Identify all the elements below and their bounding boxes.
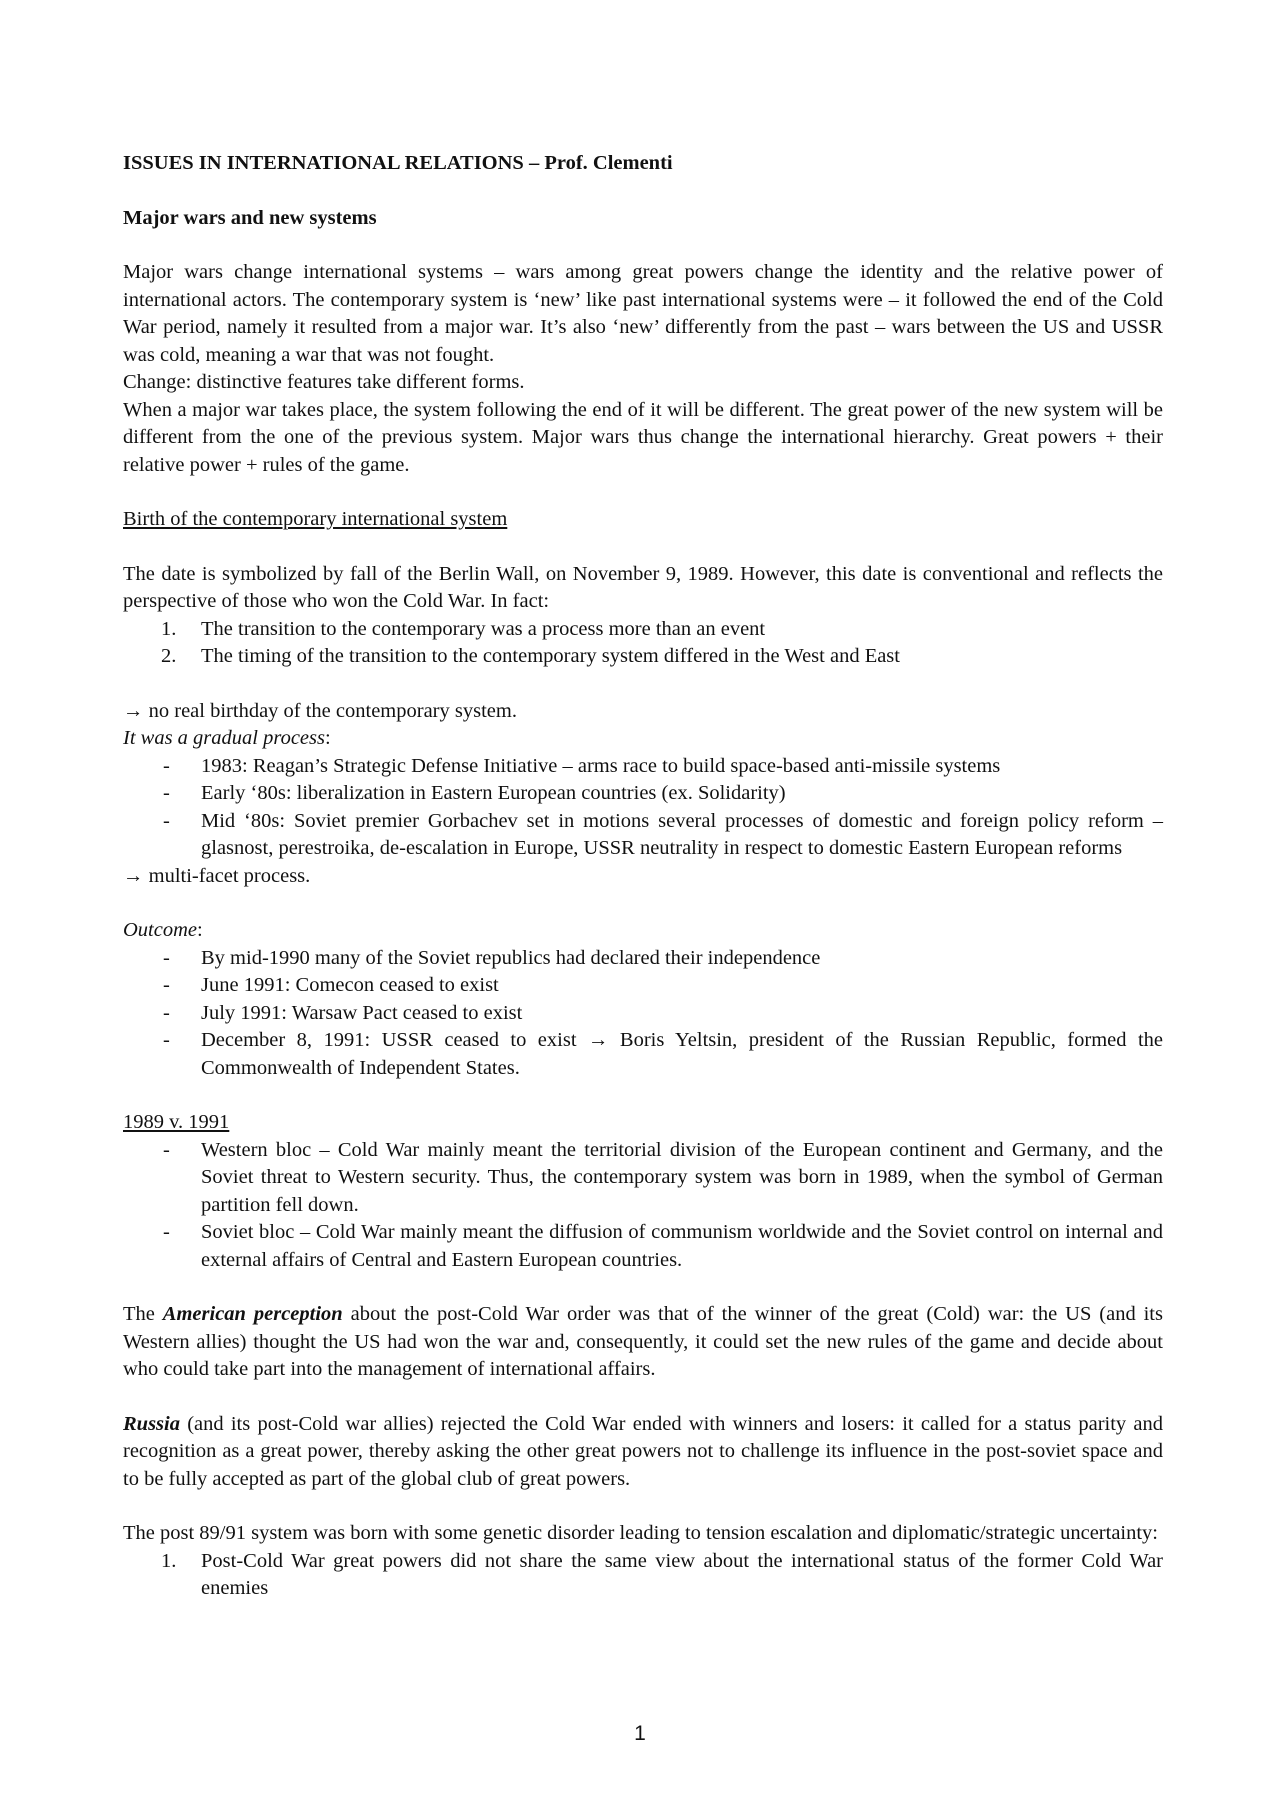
list-marker: - bbox=[163, 782, 170, 804]
gradual-section bbox=[123, 725, 1163, 890]
list-marker: - bbox=[163, 809, 170, 832]
section-title: Major wars and new systems bbox=[123, 206, 377, 229]
list-item bbox=[123, 972, 1163, 1000]
list-item-text: 1983: Reagan’s Strategic Defense Initiative – arms race to build space-based anti-missile systems bbox=[201, 754, 1001, 777]
list-marker: - bbox=[163, 1029, 170, 1051]
list-item bbox=[123, 1000, 1163, 1028]
list-marker: 1. bbox=[161, 1549, 177, 1572]
russia-paragraph bbox=[123, 1411, 1163, 1494]
american-prefix: The bbox=[123, 1303, 163, 1325]
list-item-text: The transition to the contemporary was a process more than an event bbox=[201, 617, 766, 640]
list-item bbox=[123, 1027, 1163, 1082]
post-list bbox=[123, 1548, 1163, 1603]
list-item-text: The timing of the transition to the contemporary system differed in the West and East bbox=[201, 645, 900, 667]
comparison-heading: 1989 v. 1991 bbox=[123, 1111, 230, 1133]
list-item-text: By mid-1990 many of the Soviet republics had declared their independence bbox=[201, 946, 821, 969]
comparison-section bbox=[123, 1109, 1163, 1274]
list-item bbox=[123, 643, 1163, 671]
outcome-label-suffix: : bbox=[197, 919, 203, 941]
list-item-text: Mid ‘80s: Soviet premier Gorbachev set in motions several processes of domestic and foreign policy reform – glasnost, perestroika, de-escalation in Europe, USSR neutrality in respect to domestic Eastern European reforms bbox=[201, 809, 1163, 859]
intro-paragraph-2: Change: distinctive features take different forms. bbox=[123, 371, 525, 393]
list-item-text: Soviet bloc – Cold War mainly meant the diffusion of communism worldwide and the Soviet control on internal and external affairs of Central and Eastern European countries. bbox=[201, 1221, 1163, 1271]
document-title: ISSUES IN INTERNATIONAL RELATIONS – Prof. Clementi bbox=[123, 152, 673, 174]
post-text: The post 89/91 system was born with some genetic disorder leading to tension escalation and diplomatic/strategic uncertainty: bbox=[123, 1522, 1158, 1544]
gradual-label-suffix: : bbox=[324, 727, 331, 749]
list-marker: - bbox=[163, 974, 170, 996]
russia-rest: (and its post-Cold war allies) rejected the Cold War ended with winners and losers: it called for a status parity and recognition as a great power, thereby asking the other great powers not to challenge its influence in the post-soviet space and to be fully accepted as part of the global club of great powers. bbox=[123, 1412, 1163, 1490]
list-marker: - bbox=[163, 1001, 170, 1024]
list-item bbox=[123, 1548, 1163, 1603]
gradual-label: It was a gradual process bbox=[123, 727, 325, 749]
american-rest: about the post-Cold War order was that of the winner of the great (Cold) war: the US (and its Western allies) thought the US had won the war and, consequently, it could set the new rules of the game and decide about who could take part into the management of international affairs. bbox=[123, 1303, 1163, 1380]
list-item bbox=[123, 1137, 1163, 1220]
birth-text: The date is symbolized by fall of the Berlin Wall, on November 9, 1989. However, this date is conventional and reflects the perspective of those who won the Cold War. In fact: bbox=[123, 562, 1163, 612]
list-item-text: Early ‘80s: liberalization in Eastern European countries (ex. Solidarity) bbox=[201, 782, 786, 804]
russia-emphasis: Russia bbox=[123, 1412, 180, 1435]
list-item-text: Western bloc – Cold War mainly meant the territorial division of the European continent and Germany, and the Soviet threat to Western security. Thus, the contemporary system was born in 1989, when the symbol of German partition fell down. bbox=[201, 1138, 1163, 1216]
list-item bbox=[123, 753, 1163, 781]
list-item bbox=[123, 945, 1163, 973]
list-marker: 2. bbox=[161, 645, 177, 667]
document-page bbox=[123, 150, 1163, 1603]
intro-paragraph-1: Major wars change international systems – wars among great powers change the identity and the relative power of international actors. The contemporary system is ‘new’ like past international systems were – it followed the end of the Cold War period, namely it resulted from a major war. It’s also ‘new’ differently from the past – wars between the US and USSR was cold, meaning a war that was not fought. bbox=[123, 261, 1163, 366]
birth-list bbox=[123, 616, 1163, 671]
american-paragraph bbox=[123, 1301, 1163, 1384]
intro-section bbox=[123, 259, 1163, 479]
list-item bbox=[123, 808, 1163, 863]
list-item-text: Post-Cold War great powers did not share the same view about the international status of the former Cold War enemies bbox=[201, 1549, 1163, 1599]
outcome-label: Outcome bbox=[123, 919, 198, 941]
list-item-text: July 1991: Warsaw Pact ceased to exist bbox=[201, 1001, 523, 1024]
intro-paragraph-3: When a major war takes place, the system following the end of it will be different. The great power of the new system will be different from the one of the previous system. Major wars thus change the international hierarchy. Great powers + their relative power + rules of the game. bbox=[123, 398, 1163, 476]
list-item-text: June 1991: Comecon ceased to exist bbox=[201, 974, 499, 996]
list-marker: - bbox=[163, 754, 170, 777]
list-item bbox=[123, 1219, 1163, 1274]
outcome-list bbox=[123, 945, 1163, 1083]
list-marker: - bbox=[163, 1221, 170, 1243]
american-emphasis: American perception bbox=[162, 1303, 343, 1325]
list-marker: - bbox=[163, 1138, 170, 1161]
outcome-label-line bbox=[123, 917, 1163, 945]
page-number: 1 bbox=[634, 1722, 646, 1745]
list-item-text: December 8, 1991: USSR ceased to exist → Boris Yeltsin, president of the Russian Republic, formed the Commonwealth of Independent States. bbox=[201, 1029, 1163, 1079]
comparison-list bbox=[123, 1137, 1163, 1275]
birth-heading: Birth of the contemporary international system bbox=[123, 508, 508, 530]
outcome-section bbox=[123, 917, 1163, 1082]
list-marker: - bbox=[163, 946, 170, 969]
list-marker: 1. bbox=[161, 617, 177, 640]
gradual-label-line bbox=[123, 725, 1163, 753]
gradual-conclusion: → multi-facet process. bbox=[123, 864, 311, 887]
birth-section bbox=[123, 561, 1163, 671]
list-item bbox=[123, 616, 1163, 644]
birth-conclusion: → no real birthday of the contemporary system. bbox=[123, 699, 517, 722]
gradual-list bbox=[123, 753, 1163, 863]
list-item bbox=[123, 780, 1163, 808]
post-section bbox=[123, 1520, 1163, 1603]
